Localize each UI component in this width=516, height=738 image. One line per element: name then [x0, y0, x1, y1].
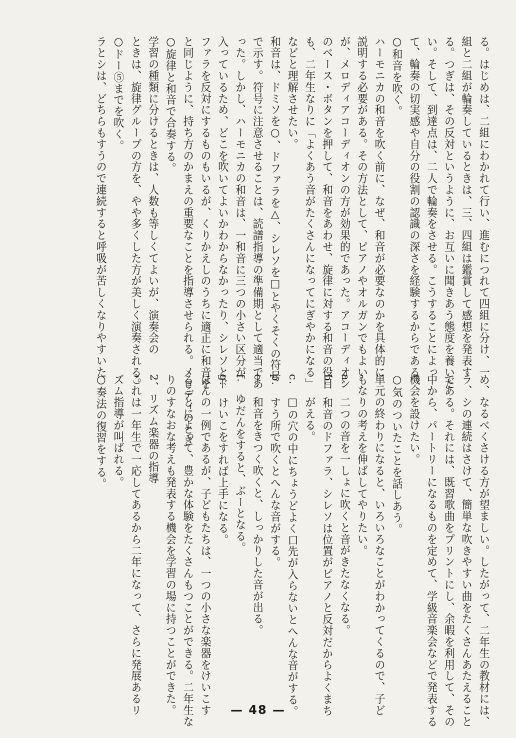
text-line: が、メロディアコーディオンの方が効果的であった。アコーディオン — [338, 36, 351, 390]
text-line: った。しかし、ハーモニカの和音は、一和音に三つの小さい区分が — [234, 36, 247, 378]
text-line: 単元の終わりになると、いろいろなことがわかってくるので、子ど — [373, 374, 386, 716]
text-line: ○奏法の復習をする。 — [95, 374, 108, 490]
text-line: ハーモニカの和音を吹く前に、なぜ、和音が必要なのかを具体的に — [373, 36, 386, 378]
text-line: f. ゆだんをすると、ぶーとなる。 — [234, 374, 247, 554]
text-line: い。そして、到達点は、二人で輪奏をさせる。こうすることによっ — [425, 36, 438, 378]
text-line: ることによって、豊かな体験をたくさんもつことができる。二年生な — [182, 374, 195, 728]
text-line: のベース・ボタンを押して、和音をあわせ、旋律に対する和音の役目 — [321, 36, 334, 390]
text-line: などと理解させたい。 — [286, 36, 299, 150]
text-line: 学習の種類に分けるときは、人数も等しくてよいが、演奏会の — [147, 36, 160, 356]
text-line: ときは、旋律グループの方を、やや多くした方が美しく演奏される。 — [129, 36, 142, 390]
text-line: る。つぎは、その反対というように、お互いに聞きあう態度を養いた — [443, 36, 456, 390]
text-line: である。それには、既習歌曲をプリントにし、余暇を利用して、その — [443, 374, 456, 728]
text-line: と同じように、持ち方のかまえの重要なことを指導させられる。メロディのとき — [182, 36, 195, 447]
text-line: ○旋律と和音で合奏する。 — [164, 36, 177, 175]
text-line: て、輪奏の切実感や自分の役割の認識の深さを経験するからである。 — [408, 36, 421, 390]
text-line: 説明する必要がある。その方法として、ピアノやオルガンでもよい — [356, 36, 369, 378]
text-line: 機会を設けたい。 — [408, 374, 421, 466]
text-line: 組と二組が輪奏しているときは、三、四組は鑑賞して感想を発表す — [460, 36, 473, 378]
text-line: これは一年生で一応してあるから二年になって、さらに発展あるリ — [129, 374, 142, 716]
text-line: g. けいこをすれば上手になる。 — [216, 374, 229, 546]
text-line: a. 二つの音を一しょに吹くと音がきたなくなる。 — [338, 374, 351, 637]
text-line: め、なるべくさける方が望ましい。したがって、二年生の教材には、 — [478, 374, 490, 728]
text-line: ○和音を吹く。 — [390, 36, 403, 118]
text-line: ズム指導が叫ばれる。 — [112, 374, 125, 488]
text-line: も、二年生なりに「よくあう音がたくさんになってにぎやかになる」 — [303, 36, 316, 390]
text-line: ファラを反対にするものもいるが、くりかえしのうちに適正に和音を — [199, 36, 212, 390]
text-line: e. 和音をきつく吹くと、しっかりした音が出る。 — [251, 374, 264, 637]
text-line: ほんの一例であるが、子どもたちは、一つの小さな楽器をけいこす — [199, 374, 212, 716]
text-line: ○ドー⑤までを吹く。 — [112, 36, 125, 152]
text-line: る。はじめは、二組にわかれて行い、進むにつれて四組に分け、一 — [478, 36, 490, 378]
text-line: 中から、パートリーになるものを定めて、学級音楽会などで発表する — [425, 374, 438, 728]
text-line: りのすなおな考えも発表する機会を学習の場に持つことができた。 — [164, 374, 177, 716]
text-line: 2、リズム楽器の指導 — [147, 374, 160, 485]
text-line: で示す。符号に注意させることは、読譜指導の準備期として適当であ — [251, 36, 264, 390]
text-line: b. 和音のドファラ、シレソは位置がピアノと反対だからよくまち — [321, 374, 334, 717]
text-line: ラ、シの連続はさけて、簡単な吹きやすい曲をたくさんあたえること — [460, 374, 473, 728]
text-line: 和音は、ドミソを○、ドファラを△、シレソを□とやくそくの符号 — [269, 36, 282, 383]
text-line: もなりの考えを伸ばしてやりたい。 — [356, 374, 369, 557]
text-line: がえる。 — [303, 374, 316, 443]
text-line: c. □の穴の中にちょうどよく口先が入らないとへんな音がする。 — [286, 374, 299, 717]
text-line: ラとシは、どちらもすうので連続すると呼吸が苦しくなりやすいた — [95, 36, 108, 378]
text-line: ○気のついたことを話しあう。 — [390, 374, 403, 535]
text-line: 入っているため、どこを吹いてよいかわからなかったり、シレソとド — [216, 36, 229, 390]
text-line: p. すう所で吹くとへんな音がする。 — [269, 374, 282, 569]
page-number: — 48 — — [230, 703, 286, 717]
